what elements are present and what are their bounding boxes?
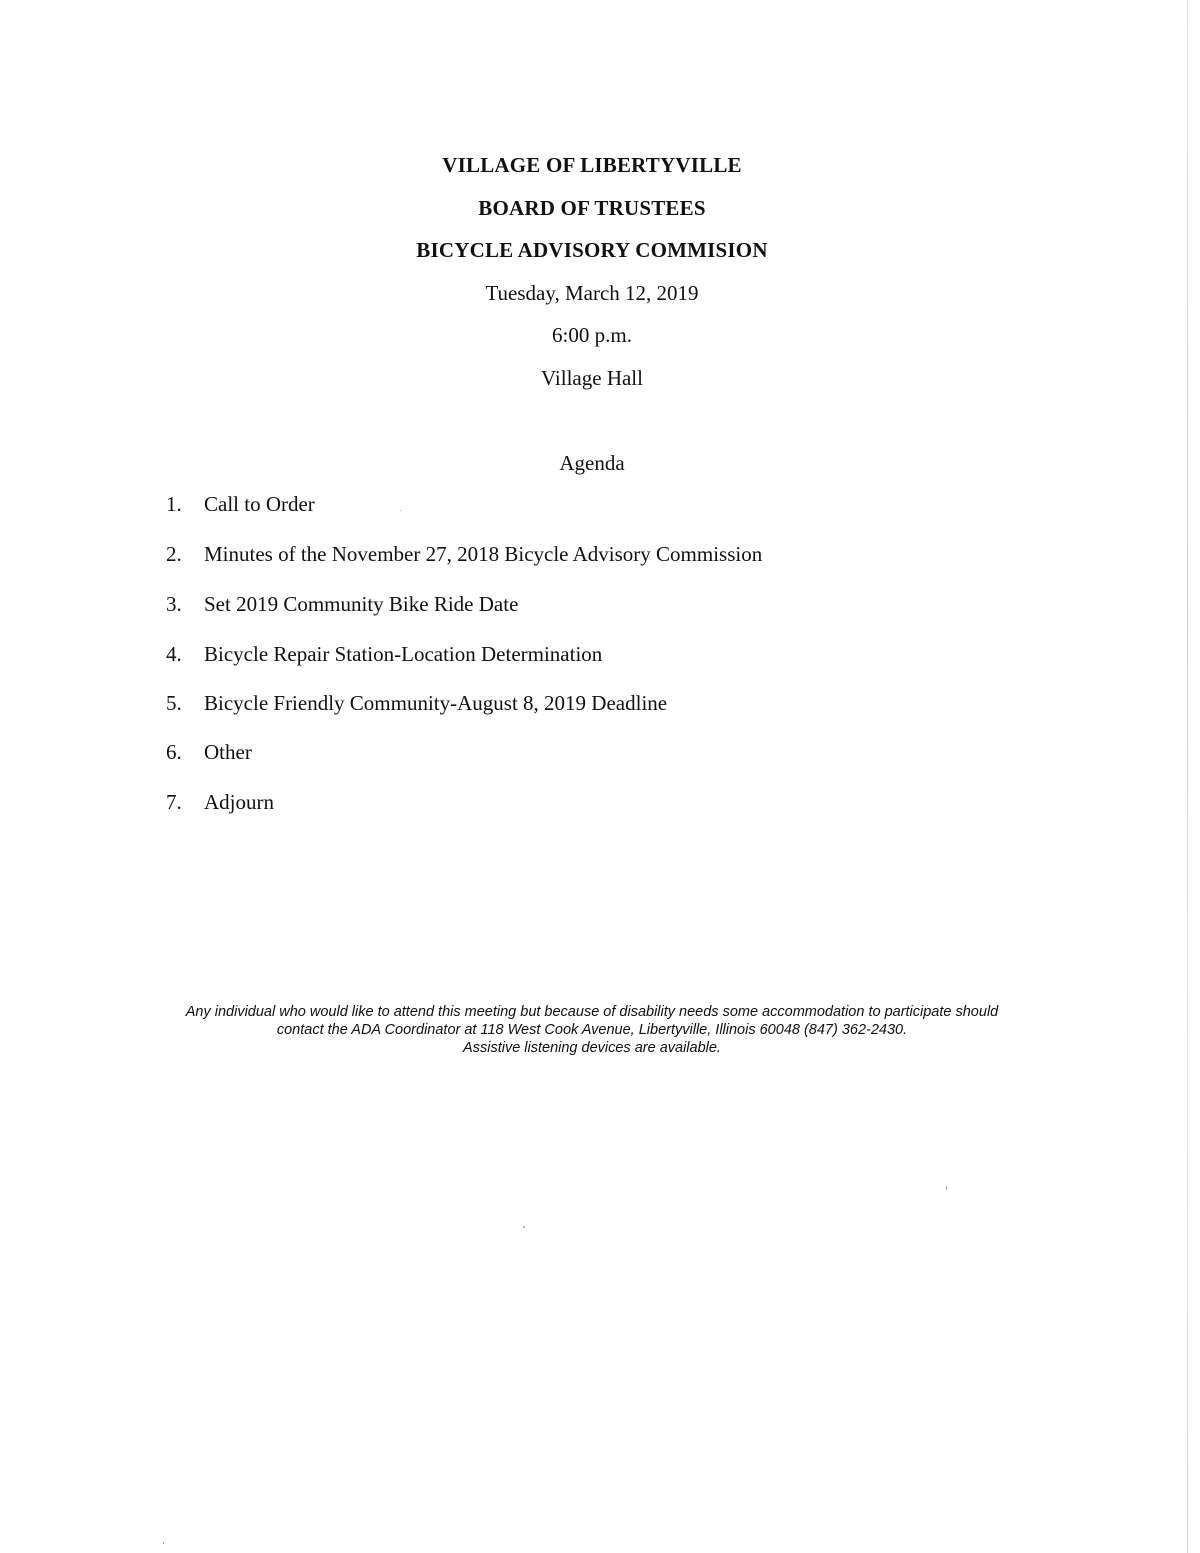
agenda-item-text: Call to Order <box>204 492 315 516</box>
agenda-item <box>0 788 900 816</box>
agenda-item-text: Minutes of the November 27, 2018 Bicycle Advisory Commission <box>204 542 763 566</box>
agenda-item-number: 5. <box>166 691 182 715</box>
scan-speck <box>400 510 401 511</box>
agenda-item <box>0 640 900 668</box>
agenda-item-text: Bicycle Friendly Community-August 8, 2019 Deadline <box>204 691 668 715</box>
scan-speck <box>946 1186 947 1190</box>
ada-notice <box>0 1003 1184 1057</box>
agenda-item <box>0 490 900 518</box>
ada-notice-line: Assistive listening devices are available. <box>463 1040 721 1056</box>
commission-heading: BICYCLE ADVISORY COMMISION <box>416 238 768 262</box>
agenda-item-number: 4. <box>166 642 182 666</box>
agenda-item-text: Other <box>204 740 252 764</box>
ada-notice-line: Any individual who would like to attend this meeting but because of disability needs some accommodation to participate should <box>185 1004 999 1020</box>
scan-speck <box>523 1226 525 1228</box>
meeting-location: Village Hall <box>541 366 643 390</box>
agenda-item-number: 6. <box>166 740 182 764</box>
board-heading: BOARD OF TRUSTEES <box>478 196 706 220</box>
village-name-heading: VILLAGE OF LIBERTYVILLE <box>442 153 742 177</box>
agenda-title: Agenda <box>559 451 625 475</box>
agenda-item <box>0 738 900 766</box>
ada-notice-line: contact the ADA Coordinator at 118 West Cook Avenue, Libertyville, Illinois 60048 (847) 362-2430. <box>276 1022 908 1038</box>
meeting-time: 6:00 p.m. <box>552 323 632 347</box>
agenda-item-text: Adjourn <box>204 790 274 814</box>
agenda-item <box>0 540 900 568</box>
agenda-item-text: Set 2019 Community Bike Ride Date <box>204 592 519 616</box>
agenda-item <box>0 590 900 618</box>
agenda-item-number: 3. <box>166 592 182 616</box>
agenda-item-text: Bicycle Repair Station-Location Determination <box>204 642 603 666</box>
meeting-date: Tuesday, March 12, 2019 <box>485 281 699 305</box>
agenda-item-number: 7. <box>166 790 182 814</box>
agenda-item-number: 2. <box>166 542 182 566</box>
scan-edge <box>1187 0 1188 1553</box>
agenda-item <box>0 689 900 717</box>
scan-speck <box>163 1542 164 1544</box>
agenda-item-number: 1. <box>166 492 182 516</box>
